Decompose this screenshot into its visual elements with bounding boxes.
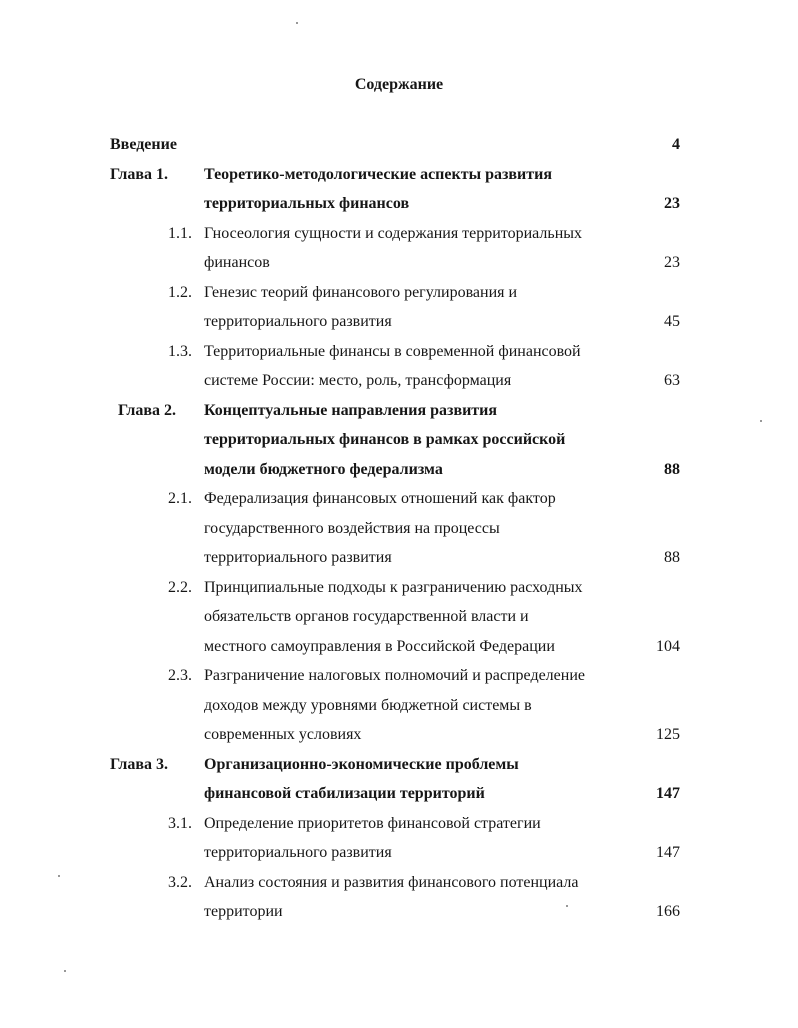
section-number: 3.1. [168,814,192,832]
toc-line [0,543,798,573]
scan-speck [296,22,298,24]
entry-title-line: территориального развития [204,313,392,330]
toc-line [0,278,798,308]
toc-line [0,337,798,367]
toc-line [0,307,798,337]
toc-section-entry [0,573,798,662]
toc-chapter-entry [0,750,798,809]
page-number: 125 [656,726,680,743]
toc-line [0,425,798,455]
toc-line [0,661,798,691]
page-number: 23 [664,254,680,271]
toc-line [0,366,798,396]
entry-title-line: модели бюджетного федерализма [204,460,443,478]
page-number: 4 [672,136,680,153]
intro-label: Введение [110,136,177,153]
toc-line [0,602,798,632]
section-number: 1.1. [168,224,192,242]
entry-title-line: современных условиях [204,726,362,743]
entry-title-line: финансов [204,254,270,271]
entry-title-line: Федерализация финансовых отношений как фактор [204,490,556,507]
toc-chapter-entry [0,396,798,485]
section-number: 3.2. [168,873,192,891]
entry-title-line: Анализ состояния и развития финансового потенциала [204,873,579,891]
toc-section-entry [0,868,798,927]
page-title: Содержание [354,76,444,93]
toc-intro-entry [0,130,798,160]
entry-title-line: территориальных финансов в рамках российской [204,431,566,448]
entry-title-line: территориального развития [204,844,392,861]
toc-line [0,720,798,750]
section-number: 2.1. [168,490,192,507]
toc-line [0,809,798,839]
toc-line [0,750,798,780]
chapter-label: Глава 1. [110,165,168,183]
entry-title-line: Концептуальные направления развития [204,401,498,419]
chapter-label: Глава 2. [118,401,176,419]
toc-line [0,779,798,809]
table-of-contents [0,130,798,927]
toc-section-entry [0,337,798,396]
entry-title-line: доходов между уровнями бюджетной системы в [204,696,532,714]
page-number: 45 [664,313,680,330]
toc-section-entry [0,278,798,337]
toc-line [0,691,798,721]
page-number: 88 [664,549,680,566]
page-number: 147 [656,785,680,802]
page-number: 104 [656,637,680,655]
entry-title-line: Гносеология сущности и содержания территориальных [204,224,583,242]
toc-line [0,248,798,278]
page-number: 23 [664,195,680,212]
toc-line [0,396,798,426]
toc-line [0,189,798,219]
toc-section-entry [0,661,798,750]
toc-line [0,455,798,485]
toc-line [0,573,798,603]
toc-line [0,868,798,898]
section-number: 2.3. [168,667,192,684]
toc-chapter-entry [0,160,798,219]
entry-title-line: территории [204,903,283,920]
scan-speck [58,875,60,877]
scan-speck [64,970,66,972]
entry-title-line: территориальных финансов [204,195,410,212]
entry-title-line: местного самоуправления в Российской Федерации [204,637,555,655]
entry-title-line: Разграничение налоговых полномочий и распределение [204,667,585,684]
page-number: 63 [664,372,680,389]
scan-speck [566,905,568,907]
entry-title-line: Территориальные финансы в современной финансовой [204,342,581,360]
toc-line [0,130,798,160]
page-number: 147 [656,844,680,861]
toc-line [0,514,798,544]
section-number: 1.3. [168,342,192,360]
entry-title-line: Теоретико-методологические аспекты развития [204,165,552,183]
scan-speck [760,420,762,422]
page-number: 88 [664,460,680,478]
entry-title-line: территориального развития [204,549,392,566]
toc-section-entry [0,809,798,868]
section-number: 1.2. [168,283,192,301]
entry-title-line: обязательств органов государственной власти и [204,608,529,625]
entry-title-line: финансовой стабилизации территорий [204,785,485,802]
chapter-label: Глава 3. [110,755,168,773]
entry-title-line: Определение приоритетов финансовой стратегии [204,814,541,832]
toc-line [0,838,798,868]
toc-line [0,484,798,514]
toc-line [0,219,798,249]
page-number: 166 [656,903,680,920]
entry-title-line: системе России: место, роль, трансформация [204,372,512,389]
toc-line [0,897,798,927]
toc-line [0,160,798,190]
section-number: 2.2. [168,578,192,596]
toc-section-entry [0,484,798,573]
toc-section-entry [0,219,798,278]
entry-title-line: Генезис теорий финансового регулирования и [204,283,518,301]
entry-title-line: Принципиальные подходы к разграничению расходных [204,578,583,596]
toc-line [0,632,798,662]
entry-title-line: государственного воздействия на процессы [204,519,500,537]
entry-title-line: Организационно-экономические проблемы [204,755,519,773]
